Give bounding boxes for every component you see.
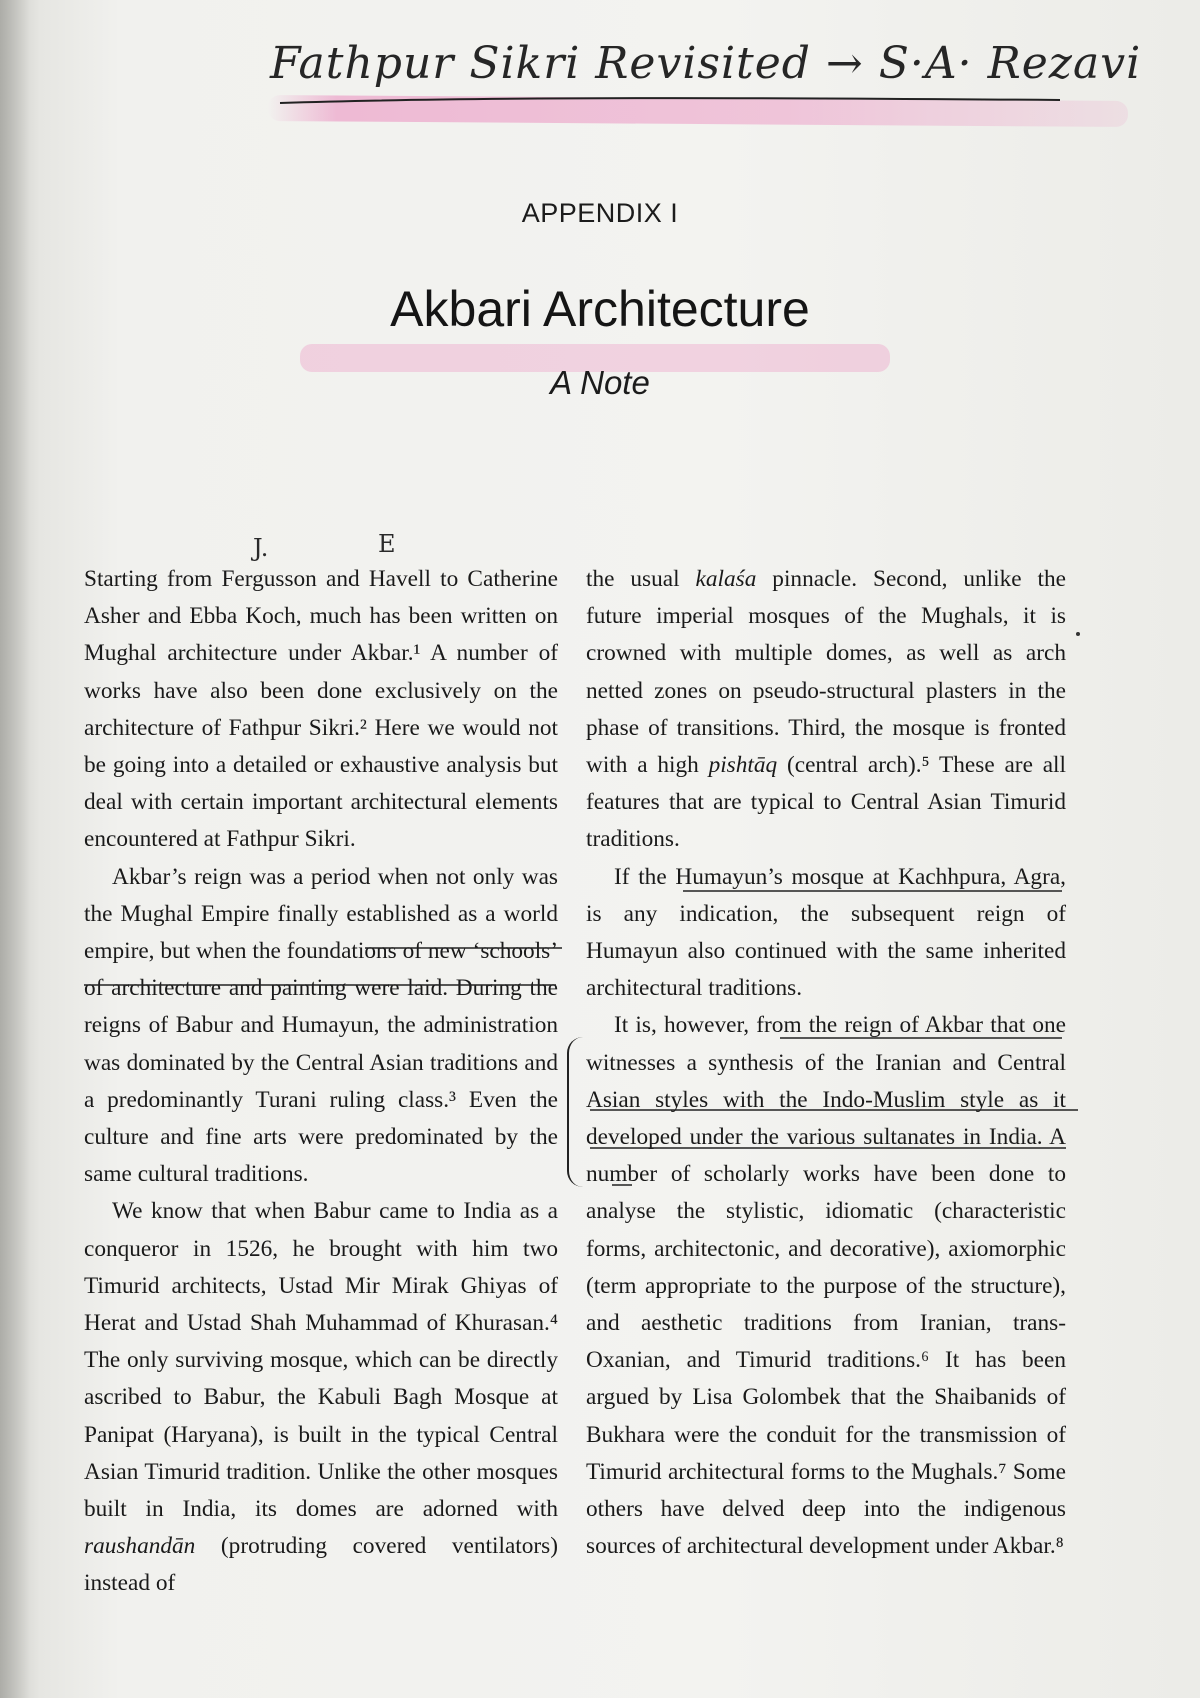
paragraph: Starting from Fergusson and Havell to Catherine Asher and Ebba Koch, much has been written on Mughal architecture under Akbar.¹ A number of works have also been done exclusively on the architecture of Fathpur Sikri.² Here we would not be going into a detailed or exhaustive analysis but deal with certain important architectural elements encountered at Fathpur Sikri.: [84, 566, 558, 853]
italic-term: pishtāq: [708, 752, 778, 779]
appendix-label: APPENDIX I: [521, 198, 679, 228]
paragraph-text: (protruding covered ventilators) instead of: [84, 1533, 558, 1597]
paragraph-text: pinnacle. Second, unlike the future imperial mosques of the Mughals, it is crowned with multiple domes, as well as arch netted zones on pseudo-structural plasters in the phase of transitions. Third, the mosque is fronted with a high: [586, 566, 1066, 779]
margin-annotation-e: E: [378, 530, 396, 558]
ink-speck: [1076, 632, 1080, 636]
paragraph: If the Humayun’s mosque at Kachhpura, Agra, is any indication, the subsequent reign of Humayun also continued with the same inherited architectural traditions.: [586, 863, 1066, 1002]
paragraph-text: We know that when Babur came to India as a conqueror in 1526, he brought with him two Timurid architects, Ustad Mir Mirak Ghiyas of Herat and Ustad Shah Muhammad of Khurasan.⁴ The only surviving mosque, which can be directly ascribed to Babur, the Kabuli Bagh Mosque at Panipat (Haryana), is built in the typical Central Asian Timurid tradition. Unlike the other mosques built in India, its domes are adorned with: [84, 1198, 558, 1523]
paragraph: Akbar’s reign was a period when not only was the Mughal Empire finally established as a world empire, but when the foundations of new ‘schools’ of architecture and painting were laid. During the reigns of Babur and Humayun, the administration was dominated by the Central Asian traditions and a predominantly Turani ruling class.³ Even the culture and fine arts were predominated by the same cultural traditions.: [84, 863, 558, 1188]
handwritten-note-text: Fathpur Sikri Revisited → S·A· Rezavi: [270, 38, 1142, 89]
page-subtitle: A Note: [550, 364, 650, 401]
margin-annotation-j: J.: [253, 534, 269, 562]
paragraph: [84, 1193, 558, 1602]
handwritten-bracket: [567, 1037, 587, 1187]
paragraph-text: the usual: [586, 566, 696, 592]
italic-term: raushandān: [84, 1533, 196, 1560]
italic-term: kalaśa: [695, 566, 757, 592]
handwritten-note: [270, 38, 1150, 118]
paragraph: It is, however, from the reign of Akbar that one witnesses a synthesis of the Iranian and Central Asian styles with the Indo-Muslim style as it developed under the various sultanates in India. A number of scholarly works have been done to analyse the stylistic, idiomatic (characteristic forms, architectonic, and decorative), axiomorphic (term appropriate to the purpose of the structure), and aesthetic traditions from Iranian, trans-Oxanian, and Timurid traditions.⁶ It has been argued by Lisa Golombek that the Shaibanids of Bukhara were the conduit for the transmission of Timurid architectural forms to the Mughals.⁷ Some others have delved deep into the indigenous sources of architectural development under Akbar.⁸: [586, 1012, 1066, 1560]
page-edge-shadow: [0, 0, 30, 1698]
page-title: Akbari Architecture: [390, 281, 810, 337]
left-column: [84, 561, 558, 1603]
right-column: [586, 561, 1066, 1565]
paragraph-text: (central arch).⁵ These are all features that are typical to Central Asian Timurid traditions.: [586, 752, 1066, 853]
paragraph: [586, 561, 1066, 859]
